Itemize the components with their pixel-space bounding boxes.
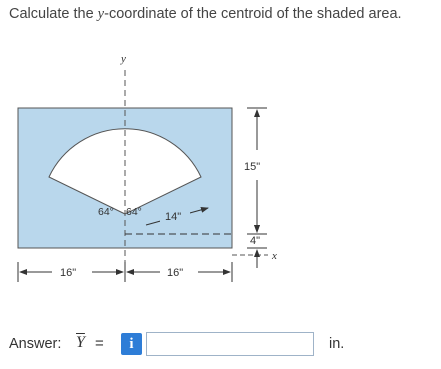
equals-sign: = bbox=[95, 335, 104, 352]
unit-label: in. bbox=[329, 336, 345, 352]
angle-left-label: 64° bbox=[98, 206, 114, 218]
question-suffix: -coordinate of the centroid of the shaded area. bbox=[104, 6, 402, 22]
question-variable: y bbox=[97, 6, 105, 22]
height-label: 15" bbox=[244, 161, 261, 173]
answer-input[interactable] bbox=[146, 332, 314, 356]
y-axis-label: y bbox=[121, 53, 126, 65]
answer-row bbox=[9, 330, 439, 360]
radius-label: 14" bbox=[165, 211, 182, 223]
left-width-label: 16" bbox=[60, 267, 77, 279]
question-prefix: Calculate the bbox=[9, 6, 98, 22]
info-icon[interactable]: i bbox=[121, 333, 142, 355]
x-axis-label: x bbox=[272, 250, 277, 262]
offset-label: 4" bbox=[250, 235, 261, 247]
answer-label: Answer: bbox=[9, 336, 62, 352]
angle-right-label: 64° bbox=[126, 206, 142, 218]
right-width-label: 16" bbox=[167, 267, 184, 279]
answer-variable: $\overline{Y}$ bbox=[76, 334, 85, 351]
